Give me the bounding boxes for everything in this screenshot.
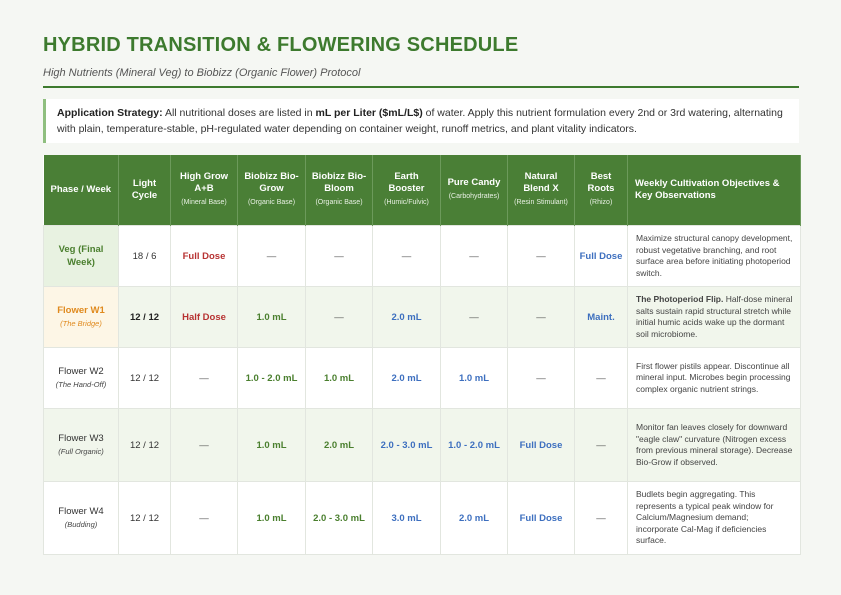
natural-blend-cell: — xyxy=(508,226,575,287)
observations-cell: The Photoperiod Flip. Half-dose mineral salts sustain rapid structural stretch while initial humic acids wake up the dormant soil microbiome. xyxy=(628,287,801,348)
table-row xyxy=(44,348,801,409)
col-header-bio-grow: Biobizz Bio-Grow (Organic Base) xyxy=(238,155,306,226)
table-row xyxy=(44,226,801,287)
pure-candy-cell: — xyxy=(441,287,508,348)
phase-cell: Flower W4 (Budding) xyxy=(44,482,119,555)
strategy-text-2: of water. Apply this nutrient formulation every 2nd or 3rd watering, alternating with plain, temperature-stable, pH-regulated water depending on container weight, runoff metrics, and plant vitality indicators. xyxy=(57,107,783,135)
table-row xyxy=(44,482,801,555)
table-row xyxy=(44,287,801,348)
observations-cell: Monitor fan leaves closely for downward "eagle claw" curvature (Nitrogen excess from previous mineral storage). Decrease Bio-Grow if observed. xyxy=(628,409,801,482)
strategy-unit: mL per Liter ($mL/L$) xyxy=(315,107,423,119)
earth-booster-cell: — xyxy=(373,226,441,287)
bio-grow-cell: — xyxy=(238,226,306,287)
page-title: HYBRID TRANSITION & FLOWERING SCHEDULE xyxy=(43,34,519,56)
bio-grow-cell: 1.0 - 2.0 mL xyxy=(238,348,306,409)
pure-candy-cell: — xyxy=(441,226,508,287)
strategy-label: Application Strategy: xyxy=(57,107,163,119)
best-roots-cell: — xyxy=(575,409,628,482)
high-grow-cell: Full Dose xyxy=(171,226,238,287)
best-roots-cell: — xyxy=(575,482,628,555)
bio-bloom-cell: 1.0 mL xyxy=(306,348,373,409)
observations-cell: First flower pistils appear. Discontinue all mineral input. Microbes begin processing complex organic nutrient strings. xyxy=(628,348,801,409)
high-grow-cell: — xyxy=(171,482,238,555)
col-header-bio-bloom: Biobizz Bio-Bloom (Organic Base) xyxy=(306,155,373,226)
phase-cell: Flower W2 (The Hand-Off) xyxy=(44,348,119,409)
col-header-earth-booster: Earth Booster (Humic/Fulvic) xyxy=(373,155,441,226)
col-header-best-roots: Best Roots (Rhizo) xyxy=(575,155,628,226)
pure-candy-cell: 2.0 mL xyxy=(441,482,508,555)
table-row xyxy=(44,409,801,482)
strategy-text-1: All nutritional doses are listed in xyxy=(162,107,316,119)
best-roots-cell: Maint. xyxy=(575,287,628,348)
high-grow-cell: — xyxy=(171,348,238,409)
col-header-phase: Phase / Week xyxy=(44,155,119,226)
light-cycle-cell: 12 / 12 xyxy=(119,482,171,555)
observations-cell: Budlets begin aggregating. This represents a typical peak window for Calcium/Magnesium demand; incorporate Cal-Mag if deficiencies surface. xyxy=(628,482,801,555)
schedule-table xyxy=(43,155,801,555)
bio-grow-cell: 1.0 mL xyxy=(238,409,306,482)
col-header-pure-candy: Pure Candy (Carbohydrates) xyxy=(441,155,508,226)
bio-bloom-cell: — xyxy=(306,287,373,348)
col-header-high-grow: High Grow A+B (Mineral Base) xyxy=(171,155,238,226)
best-roots-cell: Full Dose xyxy=(575,226,628,287)
bio-bloom-cell: 2.0 - 3.0 mL xyxy=(306,482,373,555)
earth-booster-cell: 2.0 mL xyxy=(373,287,441,348)
phase-cell: Veg (Final Week) xyxy=(44,226,119,287)
earth-booster-cell: 3.0 mL xyxy=(373,482,441,555)
high-grow-cell: — xyxy=(171,409,238,482)
best-roots-cell: — xyxy=(575,348,628,409)
col-header-observations: Weekly Cultivation Objectives & Key Observations xyxy=(628,155,801,226)
application-strategy-box xyxy=(43,99,799,143)
light-cycle-cell: 12 / 12 xyxy=(119,409,171,482)
col-header-light-cycle: Light Cycle xyxy=(119,155,171,226)
pure-candy-cell: 1.0 - 2.0 mL xyxy=(441,409,508,482)
high-grow-cell: Half Dose xyxy=(171,287,238,348)
earth-booster-cell: 2.0 - 3.0 mL xyxy=(373,409,441,482)
bio-grow-cell: 1.0 mL xyxy=(238,287,306,348)
table-header-row xyxy=(44,155,801,226)
bio-bloom-cell: — xyxy=(306,226,373,287)
title-divider xyxy=(43,86,799,88)
natural-blend-cell: Full Dose xyxy=(508,409,575,482)
light-cycle-cell: 12 / 12 xyxy=(119,287,171,348)
natural-blend-cell: Full Dose xyxy=(508,482,575,555)
observations-cell: Maximize structural canopy development, robust vegetative branching, and root surface area before initiating photoperiod switch. xyxy=(628,226,801,287)
page-subtitle: High Nutrients (Mineral Veg) to Biobizz (Organic Flower) Protocol xyxy=(43,67,361,79)
light-cycle-cell: 18 / 6 xyxy=(119,226,171,287)
light-cycle-cell: 12 / 12 xyxy=(119,348,171,409)
natural-blend-cell: — xyxy=(508,287,575,348)
pure-candy-cell: 1.0 mL xyxy=(441,348,508,409)
bio-bloom-cell: 2.0 mL xyxy=(306,409,373,482)
phase-cell: Flower W3 (Full Organic) xyxy=(44,409,119,482)
natural-blend-cell: — xyxy=(508,348,575,409)
earth-booster-cell: 2.0 mL xyxy=(373,348,441,409)
bio-grow-cell: 1.0 mL xyxy=(238,482,306,555)
phase-cell: Flower W1 (The Bridge) xyxy=(44,287,119,348)
col-header-natural-blend: Natural Blend X (Resin Stimulant) xyxy=(508,155,575,226)
